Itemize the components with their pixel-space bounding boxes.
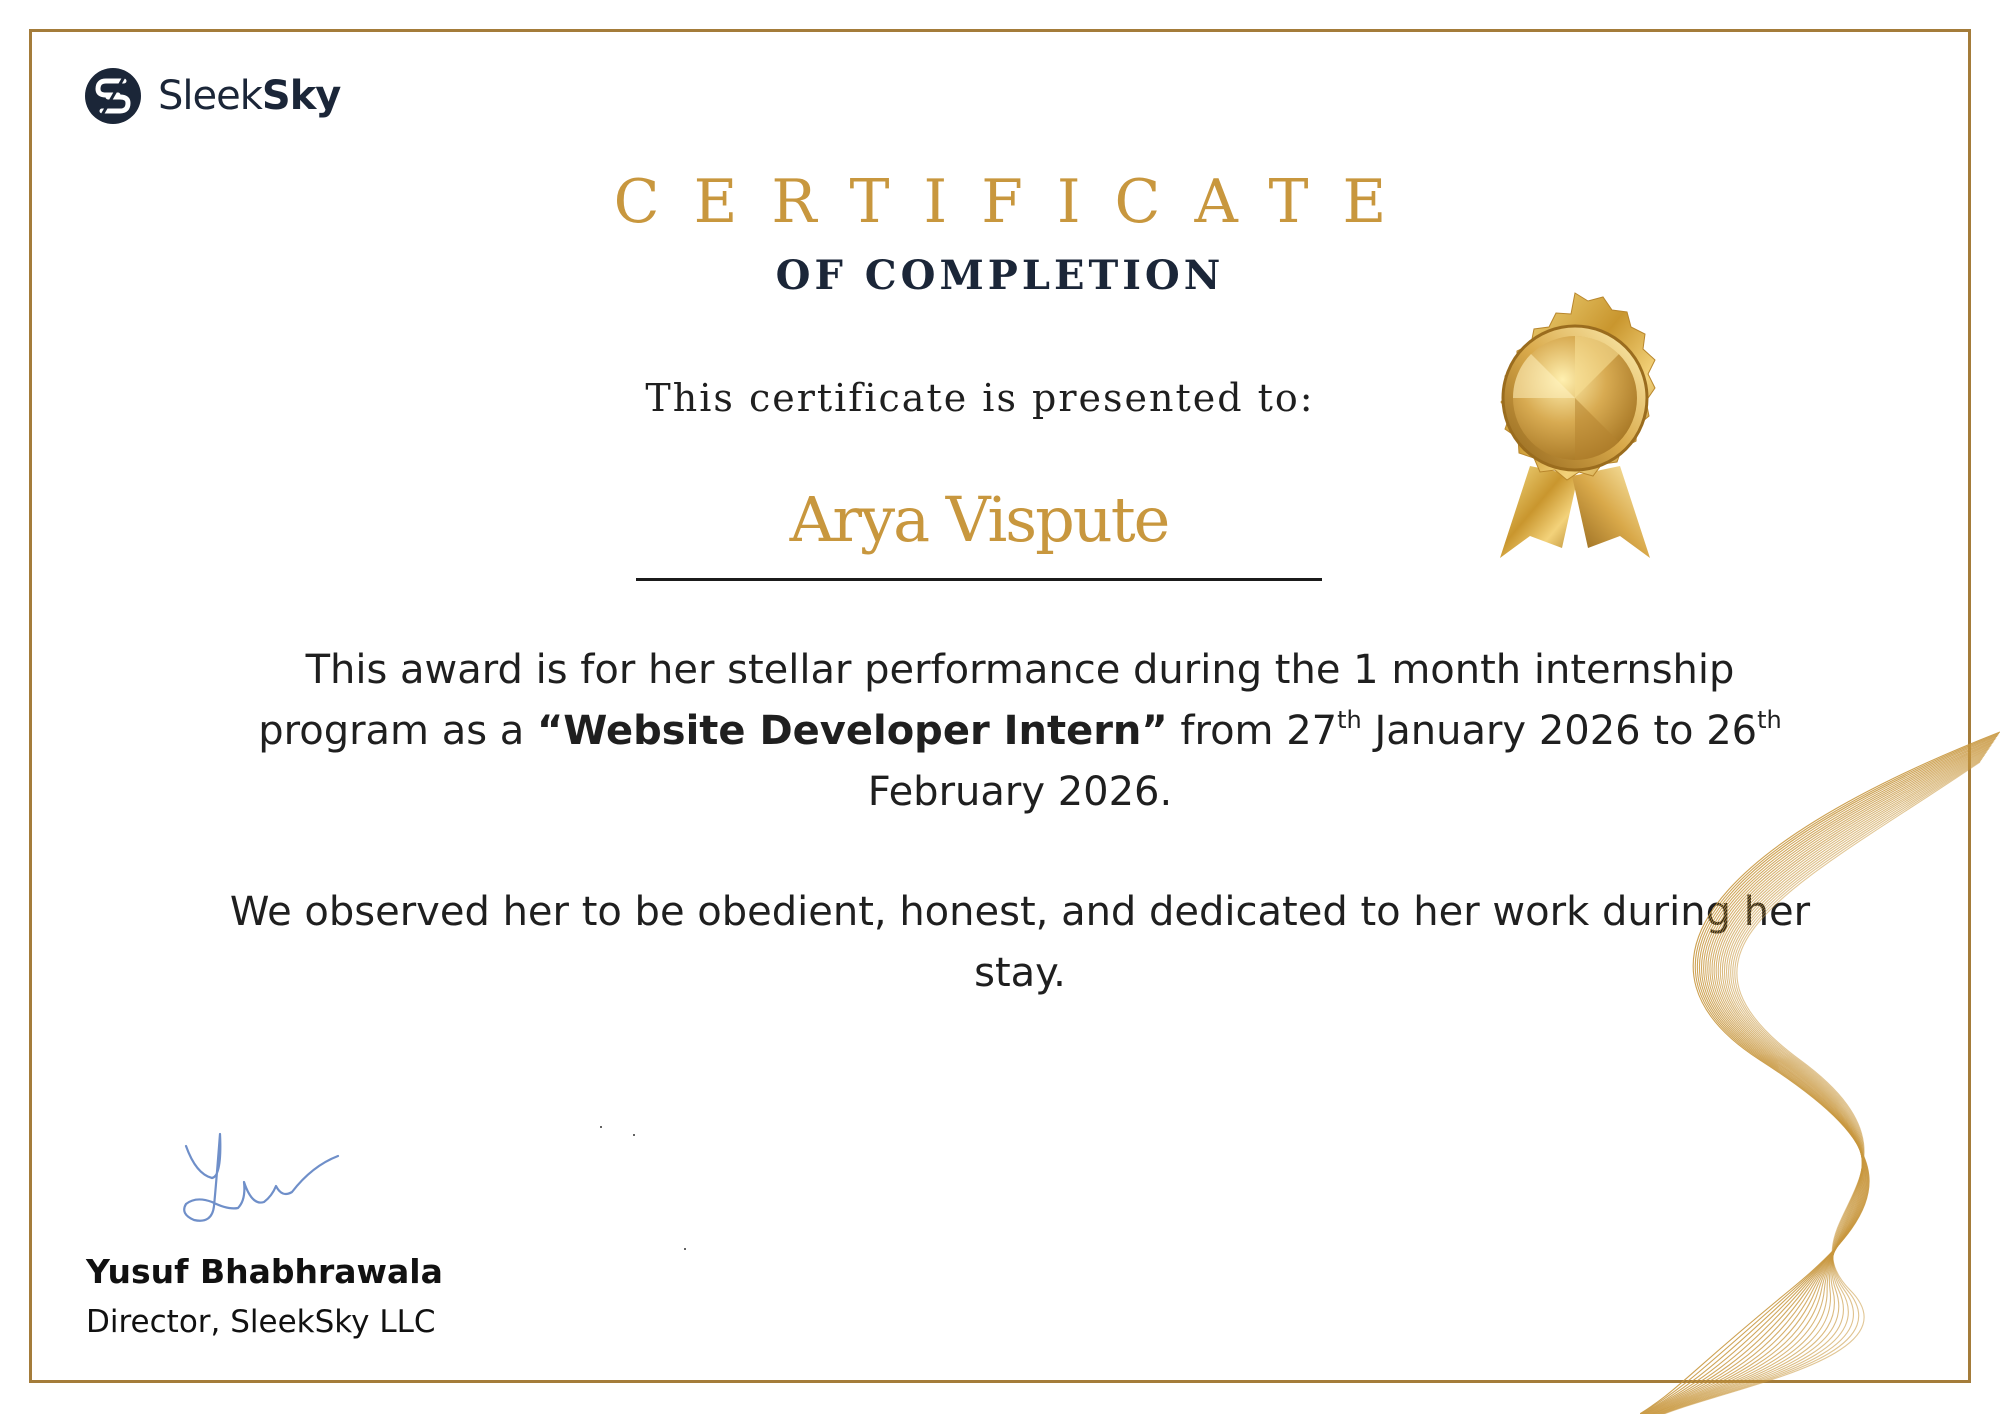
award-text-1: This award is for her stellar performance during the 1 month internship program as a xyxy=(258,647,1735,754)
company-logo xyxy=(84,66,340,126)
award-text-3: January 2026 to 26 xyxy=(1361,708,1758,754)
sleeksky-logo-icon xyxy=(84,67,142,125)
start-date-suffix: th xyxy=(1337,706,1362,734)
wave-line xyxy=(1640,733,1999,1414)
signatory-name: Yusuf Bhabhrawala xyxy=(86,1252,443,1291)
name-underline xyxy=(636,578,1322,581)
handwritten-signature xyxy=(172,1126,392,1246)
certificate-title: CERTIFICATE xyxy=(613,167,1421,237)
gold-medal-ribbon-icon xyxy=(1460,286,1690,566)
observation-text: We observed her to be obedient, honest, and dedicated to her work during her stay. xyxy=(229,889,1811,996)
presented-to-label: This certificate is presented to: xyxy=(645,376,1315,420)
recipient-name: Arya Vispute xyxy=(789,483,1169,556)
award-text-2: from 27 xyxy=(1167,708,1338,754)
certificate-subtitle: OF COMPLETION xyxy=(775,252,1225,299)
award-description xyxy=(220,640,1820,823)
ink-speck xyxy=(633,1134,635,1136)
end-date-suffix: th xyxy=(1757,706,1782,734)
logo-word-bold: Sky xyxy=(261,73,341,119)
intern-role: “Website Developer Intern” xyxy=(537,708,1168,754)
logo-word-light: Sleek xyxy=(158,73,262,119)
signatory-title: Director, SleekSky LLC xyxy=(86,1304,436,1340)
gold-wave-lines-decoration xyxy=(1640,730,2000,1414)
award-text-4: February 2026. xyxy=(867,769,1173,815)
wave-line xyxy=(1640,741,1994,1414)
ink-speck xyxy=(684,1248,686,1250)
logo-wordmark xyxy=(158,73,340,119)
ink-speck xyxy=(600,1126,602,1128)
